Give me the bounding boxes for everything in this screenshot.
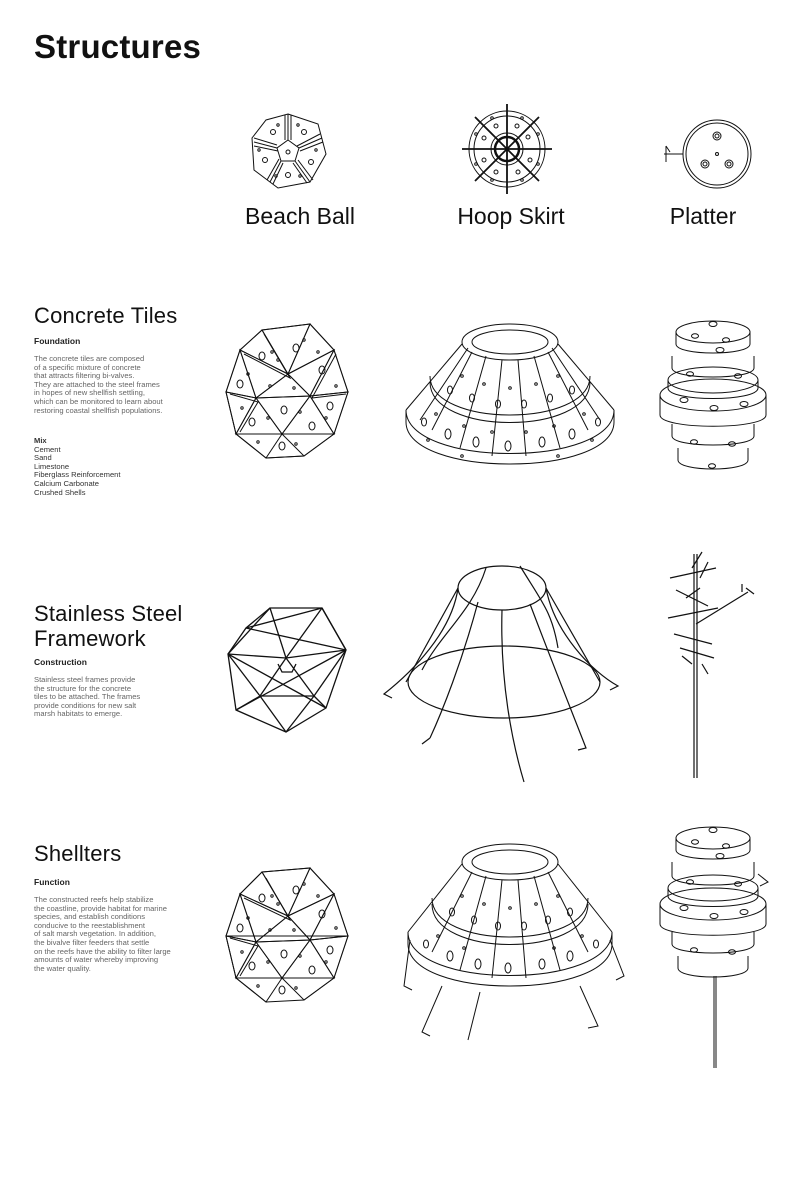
column-label-hoop-skirt: Hoop Skirt bbox=[457, 203, 565, 229]
section-body-concrete-tiles: The concrete tiles are composed of a specific mixture of concrete that attracts filtering bi-valves. They are attached to the steel frames in hopes of new shellfish settling, which can be monitored to learn about restoring coastal shellfish populations. bbox=[34, 354, 163, 415]
beach-ball-frame-drawing bbox=[226, 604, 350, 736]
mix-item: Cement bbox=[34, 444, 61, 454]
beach-ball-shellter-drawing bbox=[222, 866, 354, 1006]
section-subtitle-construction: Construction bbox=[34, 657, 87, 667]
hoop-skirt-frame-drawing bbox=[382, 562, 622, 786]
page-title: Structures bbox=[34, 28, 202, 65]
hoop-skirt-tiles-drawing bbox=[402, 318, 618, 476]
platter-frame-drawing bbox=[656, 548, 758, 782]
hoop-skirt-plan-icon bbox=[462, 104, 552, 194]
section-title-line: Framework bbox=[34, 626, 146, 651]
section-title-line: Stainless Steel bbox=[34, 601, 183, 626]
section-title-shellters: Shellters bbox=[34, 841, 122, 866]
column-label-platter: Platter bbox=[669, 203, 737, 229]
mix-item: Crushed Shells bbox=[34, 487, 86, 497]
section-subtitle-function: Function bbox=[34, 877, 70, 887]
mix-item: Sand bbox=[34, 453, 52, 463]
platter-plan-icon bbox=[662, 118, 752, 190]
platter-shellter-drawing bbox=[654, 826, 772, 1072]
mix-item: Calcium Carbonate bbox=[34, 478, 99, 488]
column-label-beach-ball: Beach Ball bbox=[245, 203, 355, 229]
mix-item: Limestone bbox=[34, 461, 70, 471]
section-title-stainless-steel-framework bbox=[34, 601, 183, 651]
hoop-skirt-shellter-drawing bbox=[402, 836, 628, 1046]
section-body-shellters: The constructed reefs help stabilize the coastline, provide habitat for marine species, and establish conditions conducive to the reestablishment of salt marsh vegetation. In addition, the bivalve filter feeders that settle on the reefs have the ability to filter large amounts of water whereby improving the water quality. bbox=[34, 895, 171, 973]
section-title-concrete-tiles: Concrete Tiles bbox=[34, 303, 178, 328]
platter-tiles-drawing bbox=[654, 320, 772, 480]
mix-list bbox=[34, 437, 121, 497]
mix-heading: Mix bbox=[34, 436, 47, 445]
mix-item: Fiberglass Reinforcement bbox=[34, 470, 121, 480]
beach-ball-tiles-drawing bbox=[222, 322, 354, 462]
section-body-framework: Stainless steel frames provide the structure for the concrete tiles to be attached. The frames provide conditions for new salt marsh habitats to emerge. bbox=[34, 675, 141, 719]
beach-ball-plan-icon bbox=[248, 112, 328, 190]
section-subtitle-foundation: Foundation bbox=[34, 336, 81, 346]
